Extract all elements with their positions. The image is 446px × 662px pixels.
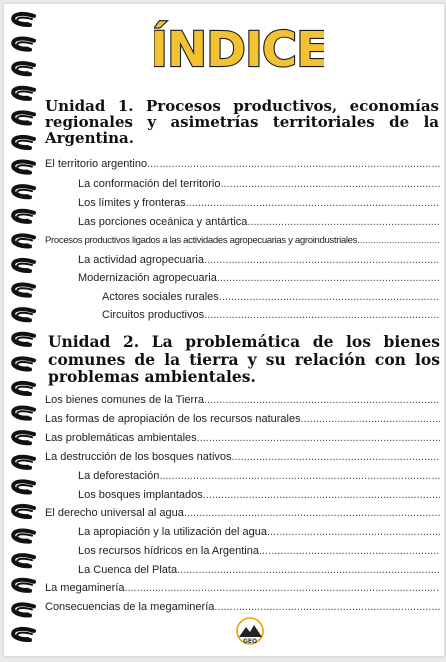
dot-leader [204,309,440,321]
toc-entry-label: La actividad agropecuaria [78,254,204,266]
spiral-binding [4,4,44,656]
toc-entry[interactable] [78,197,440,209]
toc-entry-label: Modernización agropecuaria [78,272,217,284]
toc-entry[interactable] [78,272,440,284]
page-title [154,18,324,78]
toc-entry[interactable] [78,545,440,557]
dot-leader [197,432,440,444]
toc-entry-label: La apropiación y la utilización del agua [78,526,267,538]
spiral-coil-inner [17,67,32,72]
toc-entry-label: Consecuencias de la megaminería [45,601,215,613]
toc-entry-label: Circuitos productivos [102,309,205,321]
unit-1-title: Unidad 1. Procesos productivos, economías regionales y asimetrías territoriales de la Argentina. [45,97,439,147]
spiral-coil-inner [17,42,32,47]
toc-entry[interactable] [78,178,440,190]
dot-leader [204,394,440,406]
dot-leader [220,178,440,190]
toc-entry-label: Las formas de apropiación de los recursos naturales [45,413,301,425]
dot-leader [301,413,440,425]
toc-entry[interactable] [78,470,440,482]
dot-leader [214,601,440,613]
spiral-coil-inner [17,18,32,23]
toc-entry-label: La megaminería [45,582,125,594]
toc-entry[interactable] [78,489,440,501]
spiral-coil-inner [17,559,32,564]
spiral-coil-inner [17,313,32,318]
toc-entry[interactable] [78,216,440,228]
spiral-coil-inner [17,510,32,515]
dot-leader [186,197,440,209]
spiral-coil-inner [17,534,32,539]
toc-entry[interactable] [102,291,440,303]
spiral-coil-inner [17,583,32,588]
toc-entry-label: El territorio argentino [45,158,148,170]
toc-entry[interactable] [45,451,440,463]
toc-entry-label: Las porciones oceánica y antártica [78,216,248,228]
geo-logo-text: GEO [242,638,258,645]
toc-entry[interactable] [45,432,440,444]
toc-entry-label: Los recursos hídricos en la Argentina [78,545,259,557]
spiral-coil-inner [17,141,32,146]
spiral-coil-inner [17,337,32,342]
dot-leader [232,451,440,463]
toc-entry[interactable] [78,526,440,538]
spiral-coil-inner [17,436,32,441]
spiral-coil-inner [17,264,32,269]
toc-entry-label: Los bosques implantados [78,489,203,501]
spiral-coil-inner [17,190,32,195]
spiral-coil-inner [17,165,32,170]
dot-leader [219,291,440,303]
spiral-coil-inner [17,411,32,416]
unit-2-title: Unidad 2. La problemática de los bienes comunes de la tierra y su relación con los problemas ambientales. [48,332,440,386]
spiral-coil-inner [17,633,32,638]
toc-entry[interactable] [45,158,440,170]
dot-leader [159,470,440,482]
dot-leader [267,526,440,538]
document-page [4,4,444,656]
dot-leader [203,489,440,501]
toc-entry-label: La Cuenca del Plata [78,564,178,576]
toc-entry[interactable] [102,309,440,321]
toc-entry-label: Los bienes comunes de la Tierra [45,394,204,406]
spiral-coil-inner [17,460,32,465]
page-title-text: ÍNDICE [154,22,324,78]
spiral-coil-inner [17,116,32,121]
spiral-coil-inner [17,239,32,244]
dot-leader [147,158,440,170]
dot-leader [247,216,440,228]
toc-entry-label: La destrucción de los bosques nativos [45,451,232,463]
toc-entry[interactable] [78,254,440,266]
toc-entry-label: Procesos productivos ligados a las actividades agropecuarias y agroindustriales [45,235,358,246]
spiral-coil-inner [17,214,32,219]
toc-entry-label: Actores sociales rurales [102,291,219,303]
dot-leader [217,272,440,284]
spiral-coil-inner [17,288,32,293]
spiral-coil-inner [17,387,32,392]
dot-leader [259,545,440,557]
dot-leader [204,254,440,266]
toc-entry-label: La deforestación [78,470,160,482]
spiral-coil-inner [17,91,32,96]
dot-leader [184,507,440,519]
spiral-coil-inner [17,362,32,367]
toc-entry-label: La conformación del territorio [78,178,221,190]
toc-entry-label: Los límites y fronteras [78,197,186,209]
toc-entry[interactable] [45,413,440,425]
spiral-coil-inner [17,485,32,490]
toc-entry[interactable] [45,507,440,519]
toc-entry[interactable] [45,394,440,406]
toc-entry[interactable] [45,235,440,246]
dot-leader [357,235,440,246]
toc-entry[interactable] [45,582,440,594]
dot-leader [177,564,440,576]
toc-entry[interactable] [45,601,440,613]
toc-entry[interactable] [78,564,440,576]
spiral-coil-inner [17,608,32,613]
dot-leader [125,582,441,594]
geo-logo [232,617,268,651]
toc-entry-label: Las problemáticas ambientales [45,432,197,444]
toc-entry-label: El derecho universal al agua [45,507,184,519]
